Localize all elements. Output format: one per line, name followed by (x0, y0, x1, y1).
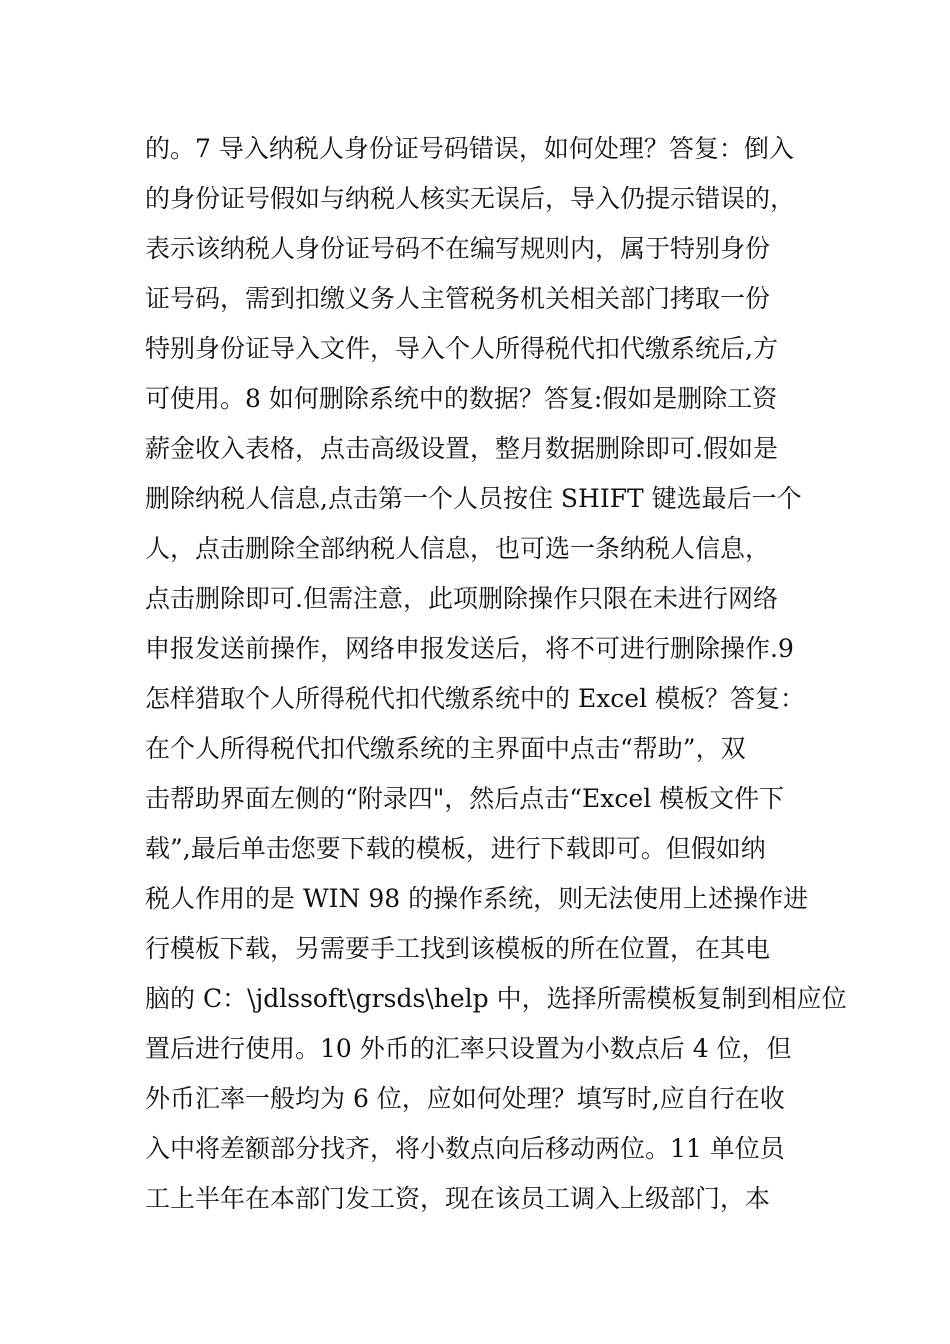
text-line: 怎样猎取个人所得税代扣代缴系统中的 Excel 模板？答复： (145, 684, 806, 713)
text-line: 置后进行使用。10 外币的汇率只设置为小数点后 4 位，但 (145, 1034, 792, 1063)
text-line: 特别身份证导入文件，导入个人所得税代扣代缴系统后,方 (145, 334, 778, 363)
text-line: 击帮助界面左侧的“附录四"，然后点击“Excel 模板文件下 (145, 784, 785, 813)
body-text (145, 124, 847, 1224)
text-line: 薪金收入表格，点击高级设置，整月数据删除即可.假如是 (145, 434, 778, 463)
text-line: 工上半年在本部门发工资，现在该员工调入上级部门，本 (145, 1184, 771, 1213)
text-line: 点击删除即可.但需注意，此项删除操作只限在未进行网络 (145, 584, 778, 613)
text-line: 外币汇率一般均为 6 位，应如何处理？填写时,应自行在收 (145, 1084, 785, 1113)
text-line: 入中将差额部分找齐，将小数点向后移动两位。11 单位员 (145, 1134, 785, 1163)
text-line: 可使用。8 如何删除系统中的数据？答复:假如是删除工资 (145, 384, 778, 413)
text-line: 税人作用的是 WIN 98 的操作系统，则无法使用上述操作进 (145, 884, 809, 913)
text-line: 行模板下载，另需要手工找到该模板的所在位置，在其电 (145, 934, 771, 963)
text-line: 的身份证号假如与纳税人核实无误后，导入仍提示错误的， (145, 184, 796, 213)
text-line: 证号码，需到扣缴义务人主管税务机关相关部门拷取一份 (145, 284, 771, 313)
text-line: 删除纳税人信息,点击第一个人员按住 SHIFT 键选最后一个 (145, 484, 802, 513)
text-line: 载”,最后单击您要下载的模板，进行下载即可。但假如纳 (145, 834, 766, 863)
text-line: 申报发送前操作，网络申报发送后，将不可进行删除操作.9 (145, 634, 794, 663)
text-line: 人，点击删除全部纳税人信息，也可选一条纳税人信息， (145, 534, 771, 563)
text-line: 脑的 C：\jdlssoft\grsds\help 中，选择所需模板复制到相应位 (145, 984, 847, 1013)
text-line: 的。7 导入纳税人身份证号码错误，如何处理？答复：倒入 (145, 134, 794, 163)
text-line: 表示该纳税人身份证号码不在编写规则内，属于特别身份 (145, 234, 771, 263)
text-line: 在个人所得税代扣代缴系统的主界面中点击“帮助”，双 (145, 734, 746, 763)
